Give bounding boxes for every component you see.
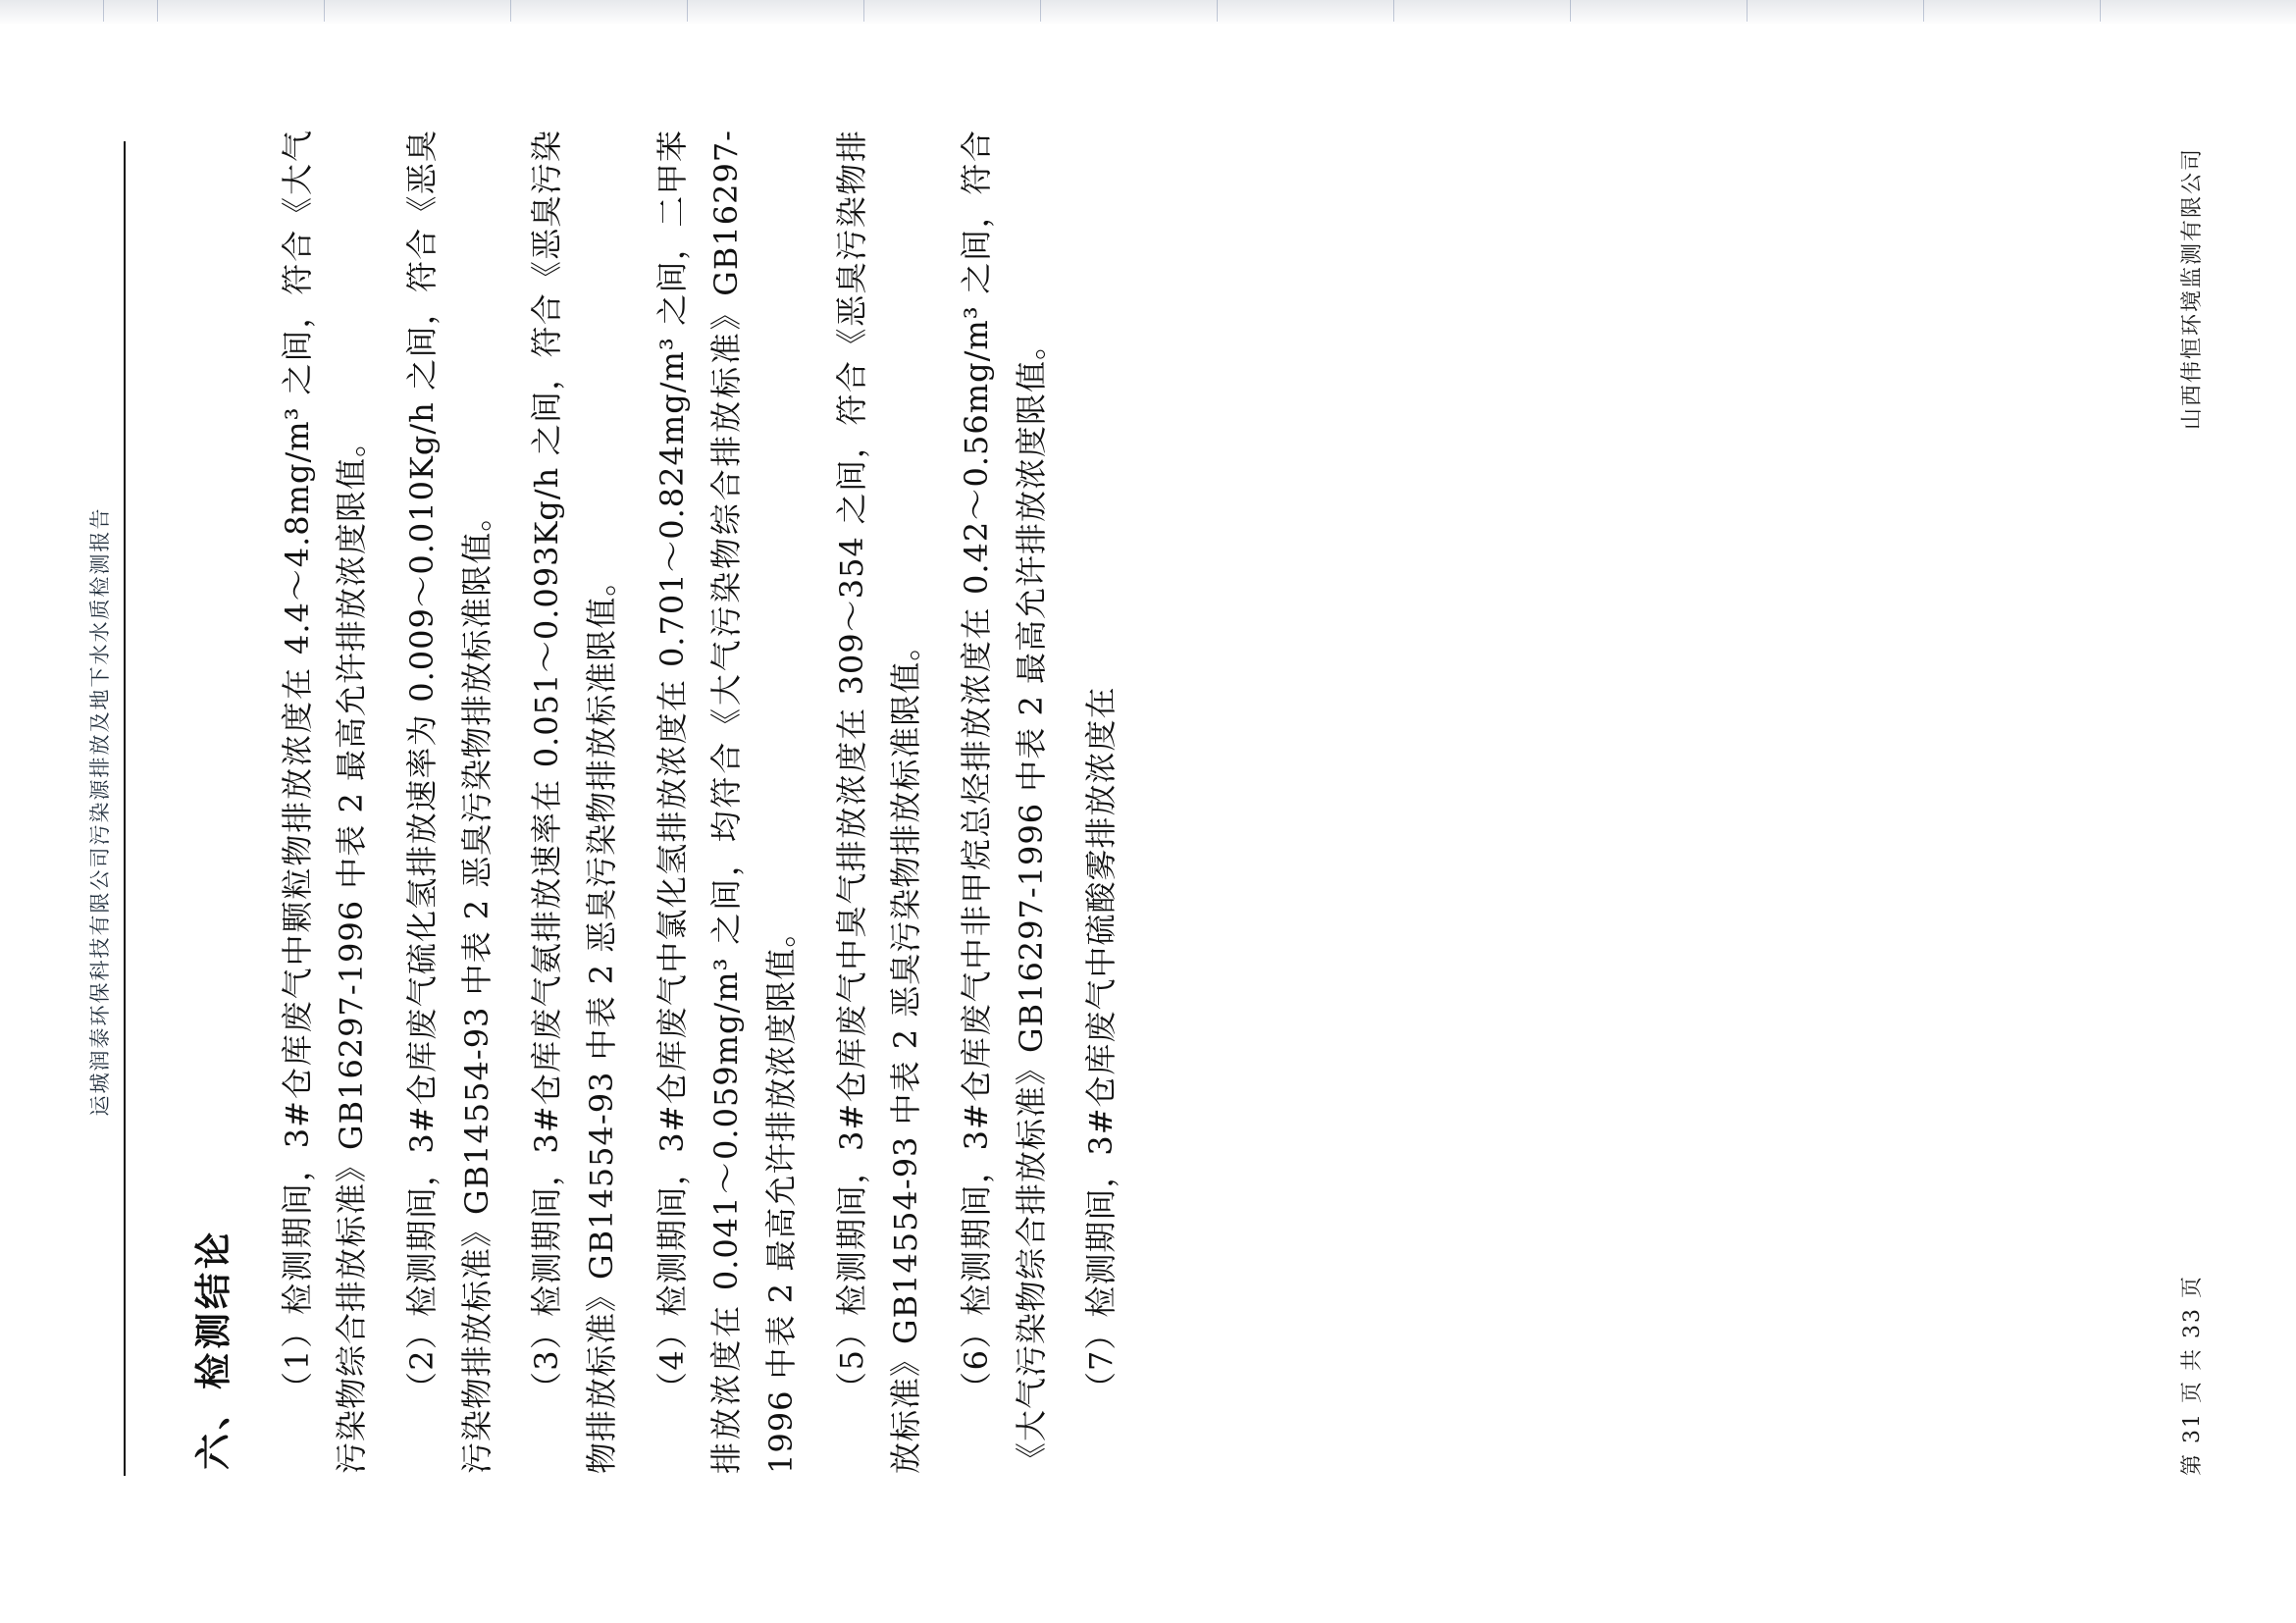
page-footer xyxy=(2175,141,2206,1476)
document-body xyxy=(173,130,1145,1474)
conclusion-paragraph-5: （5）检测期间，3#仓库废气中臭气排放浓度在 309～354 之间，符合《恶臭污染物排放标准》GB14554-93 中表 2 恶臭污染物排放标准限值。 xyxy=(832,130,925,1474)
conclusion-paragraph-6: （6）检测期间，3#仓库废气中非甲烷总烃排放浓度在 0.42～0.56mg/m³ 之间，符合《大气污染物综合排放标准》GB16297-1996 中表 2 最高允许排放浓度限值。 xyxy=(958,130,1050,1474)
header-divider xyxy=(124,141,126,1476)
conclusion-paragraph-2: （2）检测期间，3#仓库废气硫化氢排放速率为 0.009～0.010Kg/h 之间，符合《恶臭污染物排放标准》GB14554-93 中表 2 恶臭污染物排放标准限值。 xyxy=(402,130,496,1474)
conclusion-paragraph-3: （3）检测期间，3#仓库废气氨排放速率在 0.051～0.093Kg/h 之间，符合《恶臭污染物排放标准》GB14554-93 中表 2 恶臭污染物排放标准限值。 xyxy=(528,130,620,1474)
conclusion-paragraph-1: （1）检测期间，3#仓库废气中颗粒物排放浓度在 4.4～4.8mg/m³ 之间，符合《大气污染物综合排放标准》GB16297-1996 中表 2 最高允许排放浓度限值。 xyxy=(278,130,371,1474)
conclusion-paragraph-7: （7）检测期间，3#仓库废气中硫酸雾排放浓度在 xyxy=(1082,686,1121,1403)
page-number-label: 第 31 页 共 33 页 xyxy=(2180,1275,2205,1476)
section-title: 六、检测结论 xyxy=(191,1229,235,1470)
company-name-label: 山西伟恒环境监测有限公司 xyxy=(2180,147,2205,431)
conclusion-paragraph-4: （4）检测期间，3#仓库废气中氯化氢排放浓度在 0.701～0.824mg/m³ 之间，二甲苯排放浓度在 0.041～0.059mg/m³ 之间，均符合《大气污染物综合排放标准》GB16297-1996 中表 2 最高允许排放浓度限值。 xyxy=(652,130,800,1474)
document-header: 运城润泰环保科技有限公司污染源排放及地下水水质检测报告 xyxy=(88,506,112,1117)
